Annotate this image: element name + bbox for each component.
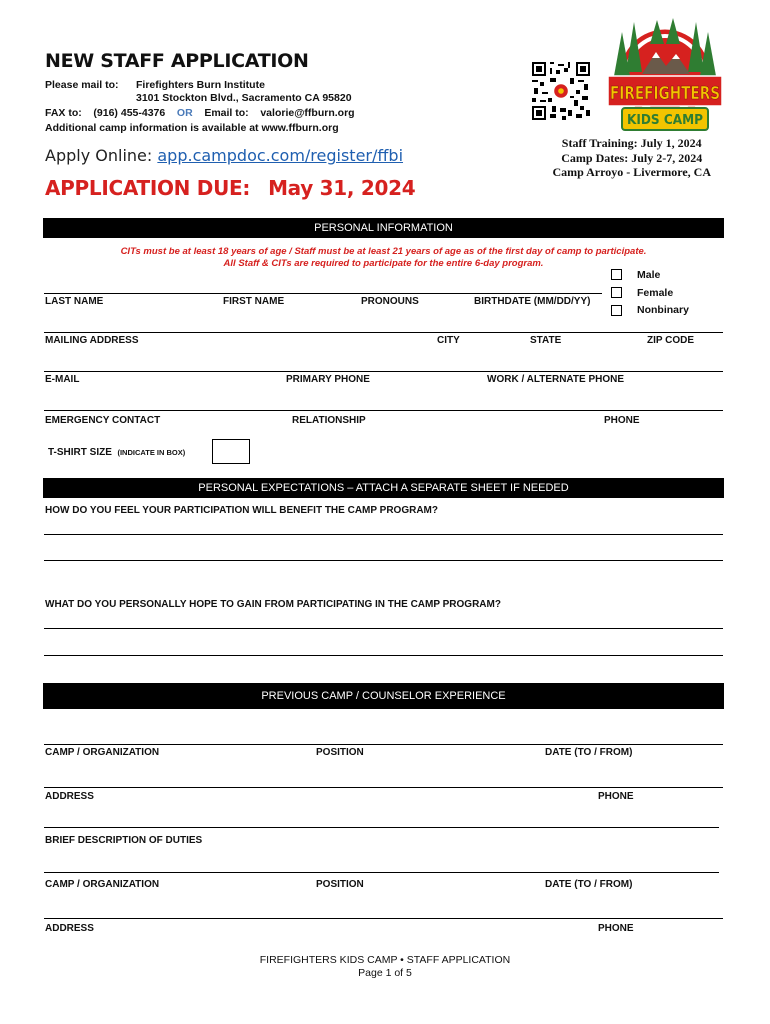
mail-label: Please mail to: <box>45 79 119 91</box>
male-label: Male <box>637 269 661 281</box>
apply-online <box>45 146 403 165</box>
position-label-2: POSITION <box>316 879 364 890</box>
state-label: STATE <box>530 335 562 346</box>
qr-code-icon <box>532 62 590 120</box>
experience-row-line <box>44 787 723 788</box>
email-label: Email to: <box>204 107 249 119</box>
email-field-label: E-MAIL <box>45 374 80 385</box>
camp-info: Additional camp information is available at www.ffburn.org <box>45 122 339 134</box>
nonbinary-checkbox[interactable] <box>611 305 622 316</box>
experience-header: PREVIOUS CAMP / COUNSELOR EXPERIENCE <box>43 683 724 709</box>
answer-line[interactable] <box>44 655 723 656</box>
exp-address-label-2: ADDRESS <box>45 923 94 934</box>
experience-row-line <box>44 918 723 919</box>
tshirt-size-box[interactable] <box>212 439 250 464</box>
name-row-line <box>44 293 602 294</box>
due-date: May 31, 2024 <box>268 176 416 200</box>
firefighters-kids-camp-logo <box>606 14 724 136</box>
tshirt-size-text: T-SHIRT SIZE <box>48 447 112 458</box>
page-number: Page 1 of 5 <box>358 967 412 979</box>
mail-line-2: 3101 Stockton Blvd., Sacramento CA 95820 <box>136 92 352 104</box>
staff-training: Staff Training: July 1, 2024 <box>561 136 702 150</box>
city-label: CITY <box>437 335 460 346</box>
experience-row-line <box>44 872 719 873</box>
first-name-label: FIRST NAME <box>223 296 285 307</box>
nonbinary-label: Nonbinary <box>637 304 689 316</box>
fax-label: FAX to: <box>45 107 82 119</box>
relationship-label: RELATIONSHIP <box>292 415 366 426</box>
mail-line-1: Firefighters Burn Institute <box>136 79 265 91</box>
experience-row-line <box>44 827 719 828</box>
personal-info-header: PERSONAL INFORMATION <box>43 218 724 238</box>
application-due <box>45 176 415 200</box>
emergency-phone-label: PHONE <box>604 415 640 426</box>
position-label: POSITION <box>316 747 364 758</box>
expectations-header: PERSONAL EXPECTATIONS – ATTACH A SEPARATE SHEET IF NEEDED <box>43 478 724 498</box>
logo-line-2: KIDS CAMP <box>627 113 703 128</box>
address-row-line <box>44 332 723 333</box>
logo-line-1: FIREFIGHTERS <box>610 84 720 104</box>
question-benefit: HOW DO YOU FEEL YOUR PARTICIPATION WILL BENEFIT THE CAMP PROGRAM? <box>45 505 438 516</box>
answer-line[interactable] <box>44 534 723 535</box>
zip-label: ZIP CODE <box>647 335 695 346</box>
birthdate-label: BIRTHDATE (MM/DD/YY) <box>474 296 591 307</box>
tshirt-hint: (INDICATE IN BOX) <box>117 448 186 457</box>
duties-label: BRIEF DESCRIPTION OF DUTIES <box>45 835 203 846</box>
apply-link[interactable]: app.campdoc.com/register/ffbi <box>157 146 404 165</box>
dates-label-2: DATE (TO / FROM) <box>545 879 633 890</box>
last-name-label: LAST NAME <box>45 296 104 307</box>
exp-phone-label: PHONE <box>598 791 634 802</box>
fax-email-line <box>45 107 355 119</box>
answer-line[interactable] <box>44 628 723 629</box>
email-address[interactable]: valorie@ffburn.org <box>260 107 355 119</box>
emergency-row-line <box>44 410 723 411</box>
pronouns-label: PRONOUNS <box>361 296 419 307</box>
participation-note: All Staff & CITs are required to participate for the entire 6-day program. <box>223 258 544 269</box>
contact-row-line <box>44 371 723 372</box>
answer-line[interactable] <box>44 560 723 561</box>
camp-dates: Camp Dates: July 2-7, 2024 <box>561 150 703 165</box>
question-gain: WHAT DO YOU PERSONALLY HOPE TO GAIN FROM PARTICIPATING IN THE CAMP PROGRAM? <box>45 599 501 610</box>
apply-label: Apply Online: <box>45 146 153 165</box>
training-dates <box>552 136 711 180</box>
female-label: Female <box>637 287 674 299</box>
footer-title: FIREFIGHTERS KIDS CAMP • STAFF APPLICATION <box>259 954 511 966</box>
age-note: CITs must be at least 18 years of age / Staff must be at least 21 years of age as of the first day of camp to participate. <box>120 246 647 257</box>
tshirt-label <box>48 447 185 458</box>
camp-org-label: CAMP / ORGANIZATION <box>45 747 160 758</box>
camp-location: Camp Arroyo - Livermore, CA <box>552 165 711 179</box>
experience-row-line <box>44 744 723 745</box>
emergency-contact-label: EMERGENCY CONTACT <box>45 415 161 426</box>
or-text: OR <box>176 107 193 119</box>
dates-label: DATE (TO / FROM) <box>545 747 633 758</box>
camp-org-label-2: CAMP / ORGANIZATION <box>45 879 160 890</box>
work-phone-label: WORK / ALTERNATE PHONE <box>487 374 625 385</box>
exp-phone-label-2: PHONE <box>598 923 634 934</box>
mailing-address-label: MAILING ADDRESS <box>45 335 139 346</box>
male-checkbox[interactable] <box>611 269 622 280</box>
fax-number: (916) 455-4376 <box>93 107 166 119</box>
due-label: APPLICATION DUE: <box>45 176 251 200</box>
page-title: NEW STAFF APPLICATION <box>45 50 309 72</box>
primary-phone-label: PRIMARY PHONE <box>286 374 370 385</box>
female-checkbox[interactable] <box>611 287 622 298</box>
exp-address-label: ADDRESS <box>45 791 94 802</box>
